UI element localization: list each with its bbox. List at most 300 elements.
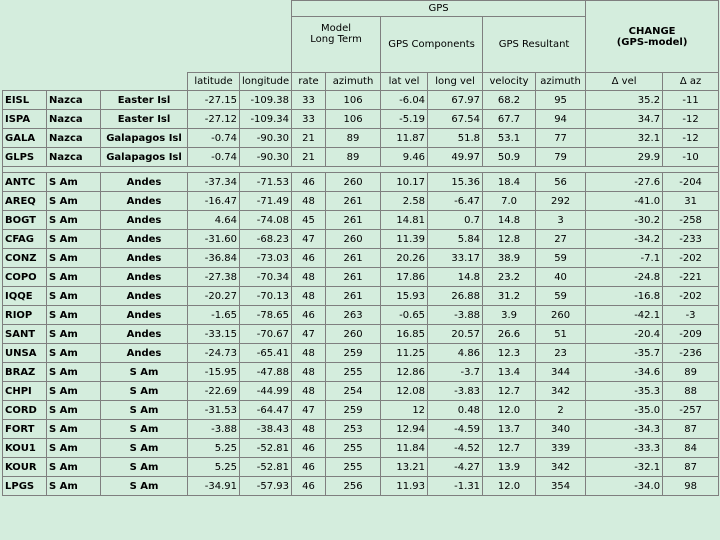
table-cell: 48 — [292, 192, 326, 211]
table-cell: -31.53 — [188, 401, 240, 420]
table-cell: S Am — [101, 458, 188, 477]
table-cell: -3.7 — [428, 363, 483, 382]
table-cell: 5.25 — [188, 439, 240, 458]
table-cell: 13.4 — [483, 363, 536, 382]
table-cell: 23 — [536, 344, 586, 363]
column-header: Δ az — [663, 73, 719, 91]
table-cell: -3.88 — [188, 420, 240, 439]
table-row — [3, 129, 719, 148]
column-header: rate — [292, 73, 326, 91]
table-cell: -35.3 — [586, 382, 663, 401]
table-cell: 89 — [326, 148, 381, 167]
table-cell: 21 — [292, 129, 326, 148]
table-cell: 261 — [326, 268, 381, 287]
table-cell: FORT — [3, 420, 47, 439]
table-cell: 354 — [536, 477, 586, 496]
table-cell: -90.30 — [240, 148, 292, 167]
table-cell: -4.52 — [428, 439, 483, 458]
table-cell: 342 — [536, 382, 586, 401]
table-row — [3, 439, 719, 458]
table-cell: Andes — [101, 287, 188, 306]
table-row — [3, 325, 719, 344]
table-row — [3, 306, 719, 325]
table-cell: 48 — [292, 382, 326, 401]
table-cell: 88 — [663, 382, 719, 401]
table-cell: 254 — [326, 382, 381, 401]
table-cell: Andes — [101, 306, 188, 325]
table-cell: S Am — [47, 401, 101, 420]
table-cell: -33.15 — [188, 325, 240, 344]
table-cell: S Am — [47, 306, 101, 325]
table-cell: 292 — [536, 192, 586, 211]
table-cell: 48 — [292, 420, 326, 439]
table-cell: -27.15 — [188, 91, 240, 110]
table-cell: -65.41 — [240, 344, 292, 363]
table-cell: 255 — [326, 458, 381, 477]
table-cell: -0.74 — [188, 148, 240, 167]
gps-components-header: GPS Components — [381, 17, 483, 73]
table-cell: 51.8 — [428, 129, 483, 148]
table-cell: 255 — [326, 363, 381, 382]
table-cell: 11.93 — [381, 477, 428, 496]
table-cell: 46 — [292, 173, 326, 192]
table-cell: KOU1 — [3, 439, 47, 458]
table-cell: -202 — [663, 287, 719, 306]
table-cell: 68.2 — [483, 91, 536, 110]
table-cell: -34.6 — [586, 363, 663, 382]
table-cell: 9.46 — [381, 148, 428, 167]
table-cell: -5.19 — [381, 110, 428, 129]
table-cell: 98 — [663, 477, 719, 496]
table-cell: 7.0 — [483, 192, 536, 211]
table-cell: COPO — [3, 268, 47, 287]
table-cell: 4.64 — [188, 211, 240, 230]
table-cell: 46 — [292, 249, 326, 268]
table-cell: KOUR — [3, 458, 47, 477]
table-cell: GLPS — [3, 148, 47, 167]
table-cell: 2 — [536, 401, 586, 420]
table-cell: -70.34 — [240, 268, 292, 287]
table-row — [3, 249, 719, 268]
table-cell: 18.4 — [483, 173, 536, 192]
table-cell: 253 — [326, 420, 381, 439]
table-cell: BRAZ — [3, 363, 47, 382]
table-cell: 260 — [326, 230, 381, 249]
table-cell: 106 — [326, 110, 381, 129]
table-cell: S Am — [47, 249, 101, 268]
table-cell: S Am — [101, 420, 188, 439]
table-cell: -11 — [663, 91, 719, 110]
table-cell: 77 — [536, 129, 586, 148]
table-cell: 5.25 — [188, 458, 240, 477]
table-cell: 12.3 — [483, 344, 536, 363]
table-cell: LPGS — [3, 477, 47, 496]
table-cell: 50.9 — [483, 148, 536, 167]
table-cell: 48 — [292, 363, 326, 382]
table-cell: S Am — [47, 173, 101, 192]
table-cell: 12 — [381, 401, 428, 420]
table-cell: -24.73 — [188, 344, 240, 363]
table-cell: -4.27 — [428, 458, 483, 477]
table-cell: ANTC — [3, 173, 47, 192]
table-cell: 13.9 — [483, 458, 536, 477]
table-row — [3, 344, 719, 363]
column-header: latitude — [188, 73, 240, 91]
table-cell: 11.87 — [381, 129, 428, 148]
table-cell: -42.1 — [586, 306, 663, 325]
table-cell: CHPI — [3, 382, 47, 401]
table-cell: 79 — [536, 148, 586, 167]
table-cell: ISPA — [3, 110, 47, 129]
table-cell: Easter Isl — [101, 91, 188, 110]
table-cell: 339 — [536, 439, 586, 458]
table-cell: 56 — [536, 173, 586, 192]
table-cell: -41.0 — [586, 192, 663, 211]
table-cell: 260 — [326, 173, 381, 192]
table-cell: S Am — [47, 439, 101, 458]
table-cell: -16.8 — [586, 287, 663, 306]
table-cell: -52.81 — [240, 458, 292, 477]
table-cell: 2.58 — [381, 192, 428, 211]
table-cell: UNSA — [3, 344, 47, 363]
column-header: azimuth — [326, 73, 381, 91]
table-cell: -35.7 — [586, 344, 663, 363]
table-cell: 256 — [326, 477, 381, 496]
table-cell: 48 — [292, 268, 326, 287]
table-cell: 340 — [536, 420, 586, 439]
table-cell: RIOP — [3, 306, 47, 325]
change-header: CHANGE (GPS-model) — [586, 1, 719, 73]
table-cell: 4.86 — [428, 344, 483, 363]
table-cell: 260 — [536, 306, 586, 325]
table-cell: -31.60 — [188, 230, 240, 249]
table-cell: 26.88 — [428, 287, 483, 306]
table-cell: 15.93 — [381, 287, 428, 306]
table-cell: -37.34 — [188, 173, 240, 192]
table-cell: -64.47 — [240, 401, 292, 420]
table-cell: CONZ — [3, 249, 47, 268]
table-cell: 261 — [326, 249, 381, 268]
table-cell: 87 — [663, 420, 719, 439]
table-cell: S Am — [47, 477, 101, 496]
table-row — [3, 401, 719, 420]
table-cell: 255 — [326, 439, 381, 458]
table-cell: Galapagos Isl — [101, 148, 188, 167]
table-cell: 67.7 — [483, 110, 536, 129]
table-cell: IQQE — [3, 287, 47, 306]
table-cell: 12.7 — [483, 439, 536, 458]
table-cell: -20.27 — [188, 287, 240, 306]
table-cell: 59 — [536, 249, 586, 268]
table-row — [3, 287, 719, 306]
table-cell: -3.83 — [428, 382, 483, 401]
table-cell: 11.39 — [381, 230, 428, 249]
table-cell: -73.03 — [240, 249, 292, 268]
table-cell: 344 — [536, 363, 586, 382]
table-cell: 23.2 — [483, 268, 536, 287]
table-cell: 12.0 — [483, 401, 536, 420]
table-cell: -74.08 — [240, 211, 292, 230]
header-row-columns — [3, 73, 719, 91]
table-cell: 12.7 — [483, 382, 536, 401]
table-cell: 47 — [292, 401, 326, 420]
table-cell: -16.47 — [188, 192, 240, 211]
table-cell: S Am — [47, 363, 101, 382]
table-cell: S Am — [47, 287, 101, 306]
table-cell: Nazca — [47, 148, 101, 167]
table-cell: 45 — [292, 211, 326, 230]
table-cell: CFAG — [3, 230, 47, 249]
table-cell: 46 — [292, 477, 326, 496]
table-cell: -24.8 — [586, 268, 663, 287]
table-cell: S Am — [47, 192, 101, 211]
table-cell: -233 — [663, 230, 719, 249]
table-body — [3, 91, 719, 496]
table-cell: -6.47 — [428, 192, 483, 211]
table-cell: -44.99 — [240, 382, 292, 401]
table-cell: 32.1 — [586, 129, 663, 148]
table-cell: 3 — [536, 211, 586, 230]
table-cell: S Am — [47, 420, 101, 439]
table-cell: AREQ — [3, 192, 47, 211]
table-cell: 53.1 — [483, 129, 536, 148]
table-cell: 3.9 — [483, 306, 536, 325]
table-cell: S Am — [101, 439, 188, 458]
table-cell: 17.86 — [381, 268, 428, 287]
table-cell: 21 — [292, 148, 326, 167]
table-cell: 35.2 — [586, 91, 663, 110]
table-cell: 31.2 — [483, 287, 536, 306]
table-cell: -57.93 — [240, 477, 292, 496]
table-cell: -32.1 — [586, 458, 663, 477]
table-cell: 46 — [292, 439, 326, 458]
table-cell: 31 — [663, 192, 719, 211]
table-cell: -20.4 — [586, 325, 663, 344]
table-row — [3, 192, 719, 211]
table-cell: 261 — [326, 287, 381, 306]
table-cell: 10.17 — [381, 173, 428, 192]
table-cell: -52.81 — [240, 439, 292, 458]
table-cell: -209 — [663, 325, 719, 344]
table-row — [3, 420, 719, 439]
table-cell: CORD — [3, 401, 47, 420]
table-cell: -221 — [663, 268, 719, 287]
table-cell: -12 — [663, 110, 719, 129]
table-cell: Andes — [101, 192, 188, 211]
table-cell: S Am — [101, 477, 188, 496]
table-cell: -27.6 — [586, 173, 663, 192]
table-cell: BOGT — [3, 211, 47, 230]
table-cell: Andes — [101, 173, 188, 192]
table-cell: 12.8 — [483, 230, 536, 249]
table-cell: Andes — [101, 249, 188, 268]
table-row — [3, 477, 719, 496]
table-cell: 26.6 — [483, 325, 536, 344]
table-cell: 12.08 — [381, 382, 428, 401]
table-cell: 0.48 — [428, 401, 483, 420]
table-cell: 263 — [326, 306, 381, 325]
table-cell: 12.0 — [483, 477, 536, 496]
table-cell: -30.2 — [586, 211, 663, 230]
table-cell: 13.7 — [483, 420, 536, 439]
table-row — [3, 363, 719, 382]
table-cell: 29.9 — [586, 148, 663, 167]
table-cell: 12.94 — [381, 420, 428, 439]
table-row — [3, 173, 719, 192]
table-cell: Easter Isl — [101, 110, 188, 129]
table-cell: -70.67 — [240, 325, 292, 344]
table-cell: 261 — [326, 211, 381, 230]
table-cell: -71.53 — [240, 173, 292, 192]
table-cell: -3.88 — [428, 306, 483, 325]
table-cell: S Am — [47, 211, 101, 230]
table-cell: 15.36 — [428, 173, 483, 192]
column-header: lat vel — [381, 73, 428, 91]
table-cell: -12 — [663, 129, 719, 148]
table-cell: S Am — [101, 382, 188, 401]
table-cell: -0.74 — [188, 129, 240, 148]
table-cell: Andes — [101, 268, 188, 287]
table-row — [3, 148, 719, 167]
table-cell: -34.0 — [586, 477, 663, 496]
table-cell: 47 — [292, 325, 326, 344]
table-cell: -7.1 — [586, 249, 663, 268]
table-cell: 48 — [292, 344, 326, 363]
table-cell: 11.84 — [381, 439, 428, 458]
table-cell: -109.34 — [240, 110, 292, 129]
table-cell: Andes — [101, 344, 188, 363]
table-cell: 33 — [292, 91, 326, 110]
table-cell: S Am — [47, 325, 101, 344]
table-cell: 47 — [292, 230, 326, 249]
table-cell: -38.43 — [240, 420, 292, 439]
table-cell: -27.38 — [188, 268, 240, 287]
table-cell: 14.8 — [483, 211, 536, 230]
table-cell: S Am — [101, 401, 188, 420]
table-cell: 94 — [536, 110, 586, 129]
table-cell: 89 — [326, 129, 381, 148]
table-cell: 260 — [326, 325, 381, 344]
table-cell: -27.12 — [188, 110, 240, 129]
header-row-gps — [3, 1, 719, 17]
table-cell: -36.84 — [188, 249, 240, 268]
table-cell: 34.7 — [586, 110, 663, 129]
table-cell: S Am — [101, 363, 188, 382]
table-cell: -34.3 — [586, 420, 663, 439]
table-row — [3, 110, 719, 129]
table-cell: Nazca — [47, 91, 101, 110]
table-cell: -70.13 — [240, 287, 292, 306]
table-cell: -257 — [663, 401, 719, 420]
table-cell: 259 — [326, 344, 381, 363]
table-cell: -33.3 — [586, 439, 663, 458]
table-cell: S Am — [47, 268, 101, 287]
table-cell: 95 — [536, 91, 586, 110]
table-cell: 67.54 — [428, 110, 483, 129]
table-cell: -1.31 — [428, 477, 483, 496]
table-row — [3, 458, 719, 477]
table-cell: GALA — [3, 129, 47, 148]
table-cell: S Am — [47, 344, 101, 363]
gps-resultant-header: GPS Resultant — [483, 17, 586, 73]
table-cell: Andes — [101, 325, 188, 344]
table-cell: 84 — [663, 439, 719, 458]
table-cell: -236 — [663, 344, 719, 363]
table-cell: 14.8 — [428, 268, 483, 287]
gps-data-table — [2, 0, 719, 496]
table-cell: -78.65 — [240, 306, 292, 325]
table-cell: -6.04 — [381, 91, 428, 110]
table-cell: 16.85 — [381, 325, 428, 344]
table-cell: SANT — [3, 325, 47, 344]
table-cell: 13.21 — [381, 458, 428, 477]
table-cell: 89 — [663, 363, 719, 382]
table-cell: 259 — [326, 401, 381, 420]
table-cell: Andes — [101, 211, 188, 230]
table-cell: 33 — [292, 110, 326, 129]
table-cell: 48 — [292, 287, 326, 306]
table-cell: 27 — [536, 230, 586, 249]
table-cell: -34.91 — [188, 477, 240, 496]
table-cell: 38.9 — [483, 249, 536, 268]
gps-group-header: GPS — [292, 1, 586, 17]
table-cell: 51 — [536, 325, 586, 344]
table-cell: -1.65 — [188, 306, 240, 325]
table-cell: 40 — [536, 268, 586, 287]
table-cell: -204 — [663, 173, 719, 192]
table-cell: -15.95 — [188, 363, 240, 382]
table-cell: 342 — [536, 458, 586, 477]
column-header: velocity — [483, 73, 536, 91]
table-cell: -71.49 — [240, 192, 292, 211]
table-cell: 67.97 — [428, 91, 483, 110]
table-cell: -68.23 — [240, 230, 292, 249]
table-cell: -34.2 — [586, 230, 663, 249]
table-cell: 106 — [326, 91, 381, 110]
table-cell: 87 — [663, 458, 719, 477]
table-row — [3, 382, 719, 401]
table-cell: 20.57 — [428, 325, 483, 344]
table-cell: Nazca — [47, 110, 101, 129]
table-cell: 49.97 — [428, 148, 483, 167]
table-cell: 59 — [536, 287, 586, 306]
table-row — [3, 230, 719, 249]
table-cell: -35.0 — [586, 401, 663, 420]
table-cell: 261 — [326, 192, 381, 211]
table-cell: S Am — [47, 230, 101, 249]
table-cell: 14.81 — [381, 211, 428, 230]
table-cell: EISL — [3, 91, 47, 110]
table-cell: -4.59 — [428, 420, 483, 439]
table-cell: -202 — [663, 249, 719, 268]
table-cell: -10 — [663, 148, 719, 167]
table-row — [3, 268, 719, 287]
table-cell: 11.25 — [381, 344, 428, 363]
table-cell: Galapagos Isl — [101, 129, 188, 148]
table-cell: 5.84 — [428, 230, 483, 249]
table-cell: S Am — [47, 458, 101, 477]
column-header: azimuth — [536, 73, 586, 91]
table-cell: 20.26 — [381, 249, 428, 268]
table-cell: -90.30 — [240, 129, 292, 148]
table-cell: 46 — [292, 306, 326, 325]
column-header: long vel — [428, 73, 483, 91]
table-cell: -22.69 — [188, 382, 240, 401]
table-cell: 33.17 — [428, 249, 483, 268]
table-cell: -47.88 — [240, 363, 292, 382]
table-cell: 12.86 — [381, 363, 428, 382]
table-row — [3, 91, 719, 110]
